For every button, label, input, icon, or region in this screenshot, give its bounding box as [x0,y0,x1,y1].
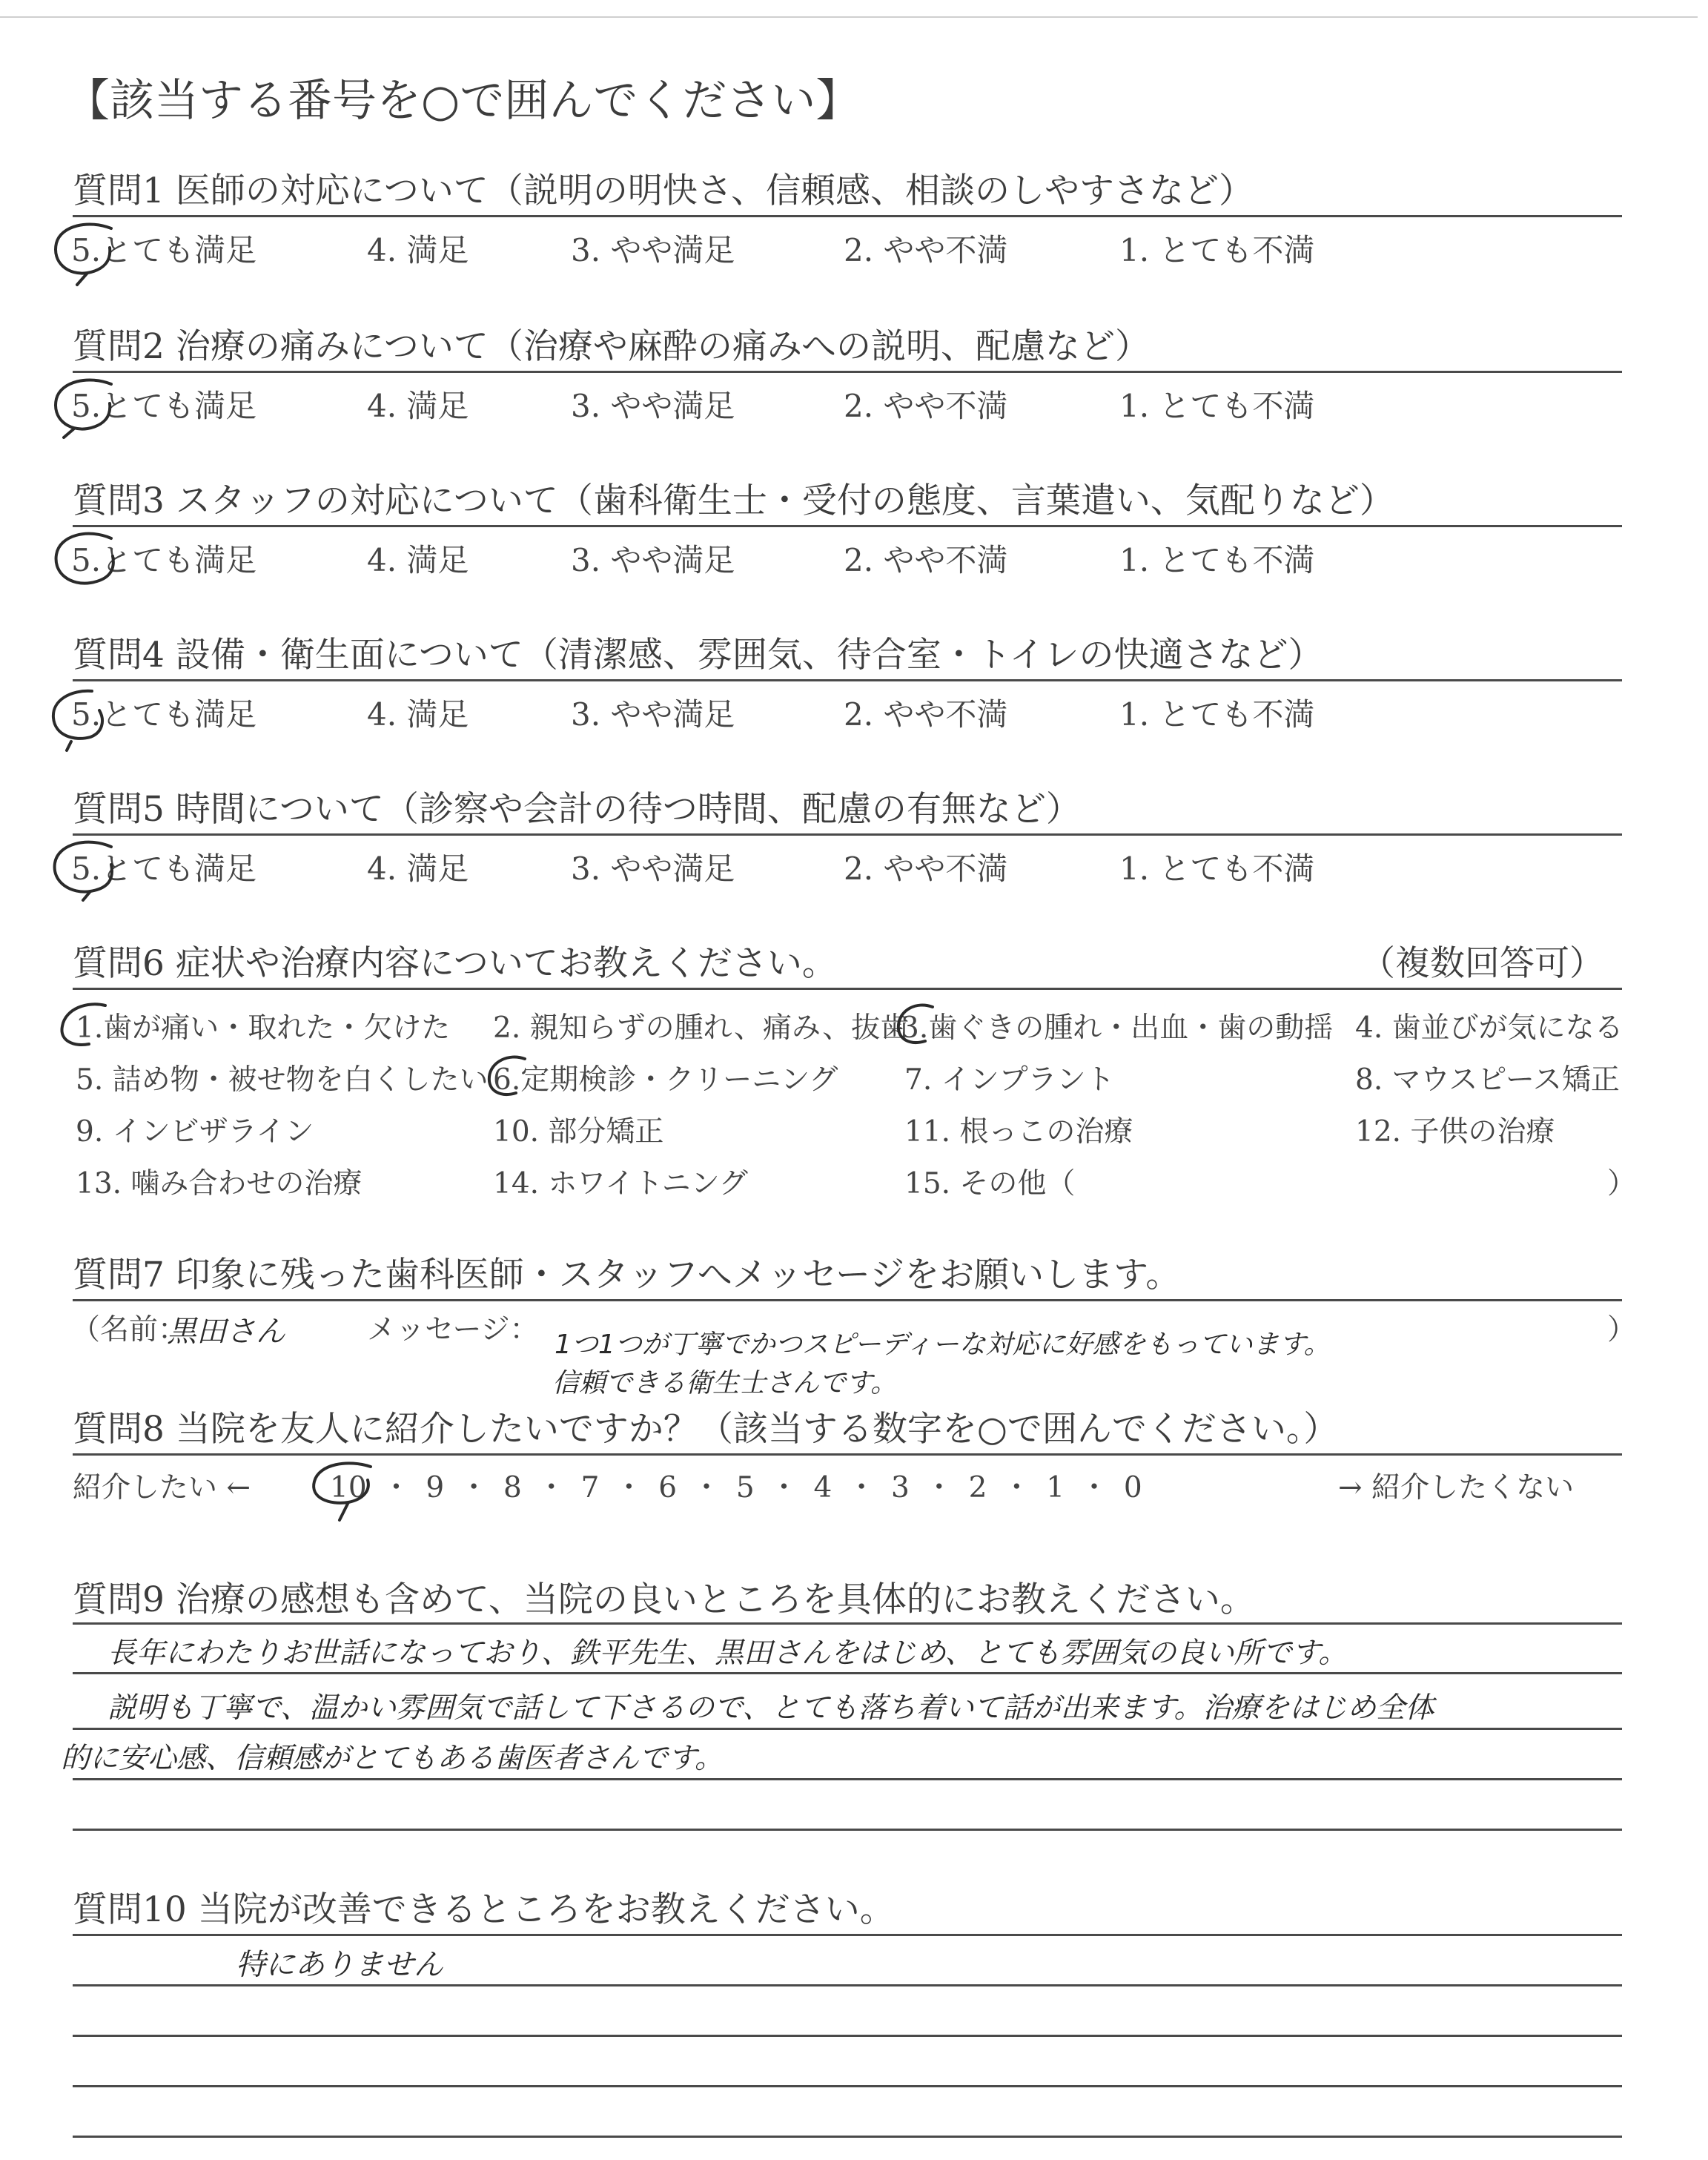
q3-option-4[interactable]: 4. 満足 [367,542,469,578]
q5-option-5[interactable]: 5.とても満足 [71,851,257,887]
q7-message-label: メッセージ： [367,1313,539,1347]
q2-option-5[interactable]: 5.とても満足 [71,388,257,424]
q6-option-9[interactable]: 9. インビザライン [76,1115,314,1149]
q9-answer-line-3[interactable]: 的に安心感、信頼感がとてもある歯医者さんです。 [61,1742,724,1775]
question-10-rule-4 [73,2085,1622,2087]
top-edge-line [0,16,1698,18]
question-8-title: 質問8 当院を友人に紹介したいですか？（該当する数字を○で囲んでください。） [73,1409,1339,1450]
question-6-note: （複数回答可） [1360,943,1604,984]
q2-option-2[interactable]: 2. やや不満 [844,388,1008,424]
q9-answer-line-1[interactable]: 長年にわたりお世話になっており、鉄平先生、黒田さんをはじめ、とても雰囲気の良い所です。 [107,1636,1348,1670]
q5-option-2[interactable]: 2. やや不満 [844,851,1008,887]
q5-option-4[interactable]: 4. 満足 [367,851,469,887]
q6-option-13[interactable]: 13. 噛み合わせの治療 [76,1167,363,1200]
q6-option-6[interactable]: 6.定期検診・クリーニング [493,1063,838,1097]
q6-option-11[interactable]: 11. 根っこの治療 [904,1115,1133,1149]
q4-option-1[interactable]: 1. とても不満 [1119,696,1315,733]
question-6-rule [73,988,1622,990]
q4-option-5[interactable]: 5.とても満足 [71,696,257,733]
q6-option-8[interactable]: 8. マウスピース矯正 [1355,1063,1620,1097]
q8-left-label: 紹介したい ← [73,1471,251,1505]
question-2-title: 質問2 治療の痛みについて（治療や麻酔の痛みへの説明、配慮など） [73,326,1150,367]
q9-answer-line-2[interactable]: 説明も丁寧で、温かい雰囲気で話して下さるので、とても落ち着いて話が出来ます。治療をはじめ全体 [107,1691,1434,1725]
q4-selection-tail [67,742,71,750]
q6-option-4[interactable]: 4. 歯並びが気になる [1355,1011,1623,1045]
q3-option-3[interactable]: 3. やや満足 [571,542,735,578]
q6-option-5[interactable]: 5. 詰め物・被せ物を白くしたい [76,1063,489,1097]
question-9-rule-4 [73,1778,1622,1780]
question-1-rule [73,215,1622,217]
q10-answer[interactable]: 特にありません [236,1948,443,1982]
question-2-rule [73,371,1622,373]
q4-option-4[interactable]: 4. 満足 [367,696,469,733]
q8-number-scale[interactable]: 10 ・ 9 ・ 8 ・ 7 ・ 6 ・ 5 ・ 4 ・ 3 ・ 2 ・ 1 ・ 0 [330,1471,1142,1505]
q1-option-5[interactable]: 5.とても満足 [71,232,257,268]
q8-right-label: → 紹介したくない [1338,1471,1575,1505]
question-1-title: 質問1 医師の対応について（説明の明快さ、信頼感、相談のしやすさなど） [73,171,1254,211]
q7-close-paren: ） [1607,1313,1637,1347]
q7-message-line-1[interactable]: 1つ1つが丁寧でかつスピーディーな対応に好感をもっています。 [555,1330,1331,1360]
question-10-rule-1 [73,1934,1622,1936]
question-4-rule [73,679,1622,681]
q1-selection-tail [77,273,87,285]
question-6-title: 質問6 症状や治療内容についてお教えください。 [73,943,837,984]
question-9-rule-2 [73,1672,1622,1674]
question-7-rule [73,1299,1622,1301]
q6-option-7[interactable]: 7. インプラント [904,1063,1115,1097]
question-10-rule-3 [73,2035,1622,2037]
question-9-title: 質問9 治療の感想も含めて、当院の良いところを具体的にお教えください。 [73,1579,1255,1620]
q1-option-1[interactable]: 1. とても不満 [1119,232,1315,268]
q5-option-3[interactable]: 3. やや満足 [571,851,735,887]
q7-name-label: （名前： [71,1313,188,1347]
question-4-title: 質問4 設備・衛生面について（清潔感、雰囲気、待合室・トイレの快適さなど） [73,635,1323,676]
question-3-title: 質問3 スタッフの対応について（歯科衛生士・受付の態度、言葉遣い、気配りなど） [73,480,1394,521]
question-9-rule-5 [73,1829,1622,1831]
q6-option-1[interactable]: 1.歯が痛い・取れた・欠けた [76,1011,451,1045]
q6-option-15-close: ） [1607,1167,1637,1200]
question-9-rule-3 [73,1728,1622,1730]
question-5-title: 質問5 時間について（診察や会計の待つ時間、配慮の有無など） [73,789,1081,830]
q1-option-2[interactable]: 2. やや不満 [844,232,1008,268]
q3-option-5[interactable]: 5.とても満足 [71,542,257,578]
q7-name-value[interactable]: 黒田さん [167,1315,285,1349]
q2-option-3[interactable]: 3. やや満足 [571,388,735,424]
question-5-rule [73,833,1622,836]
q6-option-14[interactable]: 14. ホワイトニング [493,1167,748,1200]
question-7-title: 質問7 印象に残った歯科医師・スタッフへメッセージをお願いします。 [73,1255,1181,1295]
q1-option-4[interactable]: 4. 満足 [367,232,469,268]
q5-option-1[interactable]: 1. とても不満 [1119,851,1315,887]
q2-option-4[interactable]: 4. 満足 [367,388,469,424]
q2-option-1[interactable]: 1. とても不満 [1119,388,1315,424]
question-9-rule-1 [73,1622,1622,1625]
q4-option-2[interactable]: 2. やや不満 [844,696,1008,733]
question-8-rule [73,1453,1622,1456]
q6-option-12[interactable]: 12. 子供の治療 [1355,1115,1555,1149]
question-10-rule-2 [73,1984,1622,1986]
q2-selection-tail [64,429,74,437]
page-header: 【該当する番号を○で囲んでください】 [65,75,861,127]
q6-option-3[interactable]: 3.歯ぐきの腫れ・出血・歯の動揺 [901,1011,1334,1045]
question-10-rule-5 [73,2136,1622,2138]
q3-option-1[interactable]: 1. とても不満 [1119,542,1315,578]
question-10-title: 質問10 当院が改善できるところをお教えください。 [73,1889,895,1930]
q1-option-3[interactable]: 3. やや満足 [571,232,735,268]
q4-option-3[interactable]: 3. やや満足 [571,696,735,733]
question-3-rule [73,525,1622,527]
q5-selection-tail [83,891,90,900]
q3-option-2[interactable]: 2. やや不満 [844,542,1008,578]
q6-option-10[interactable]: 10. 部分矯正 [493,1115,664,1149]
q6-option-15[interactable]: 15. その他（ [904,1167,1076,1200]
q7-message-line-2[interactable]: 信頼できる衛生士さんです。 [552,1368,898,1398]
q6-option-2[interactable]: 2. 親知らずの腫れ、痛み、抜歯 [493,1011,910,1045]
